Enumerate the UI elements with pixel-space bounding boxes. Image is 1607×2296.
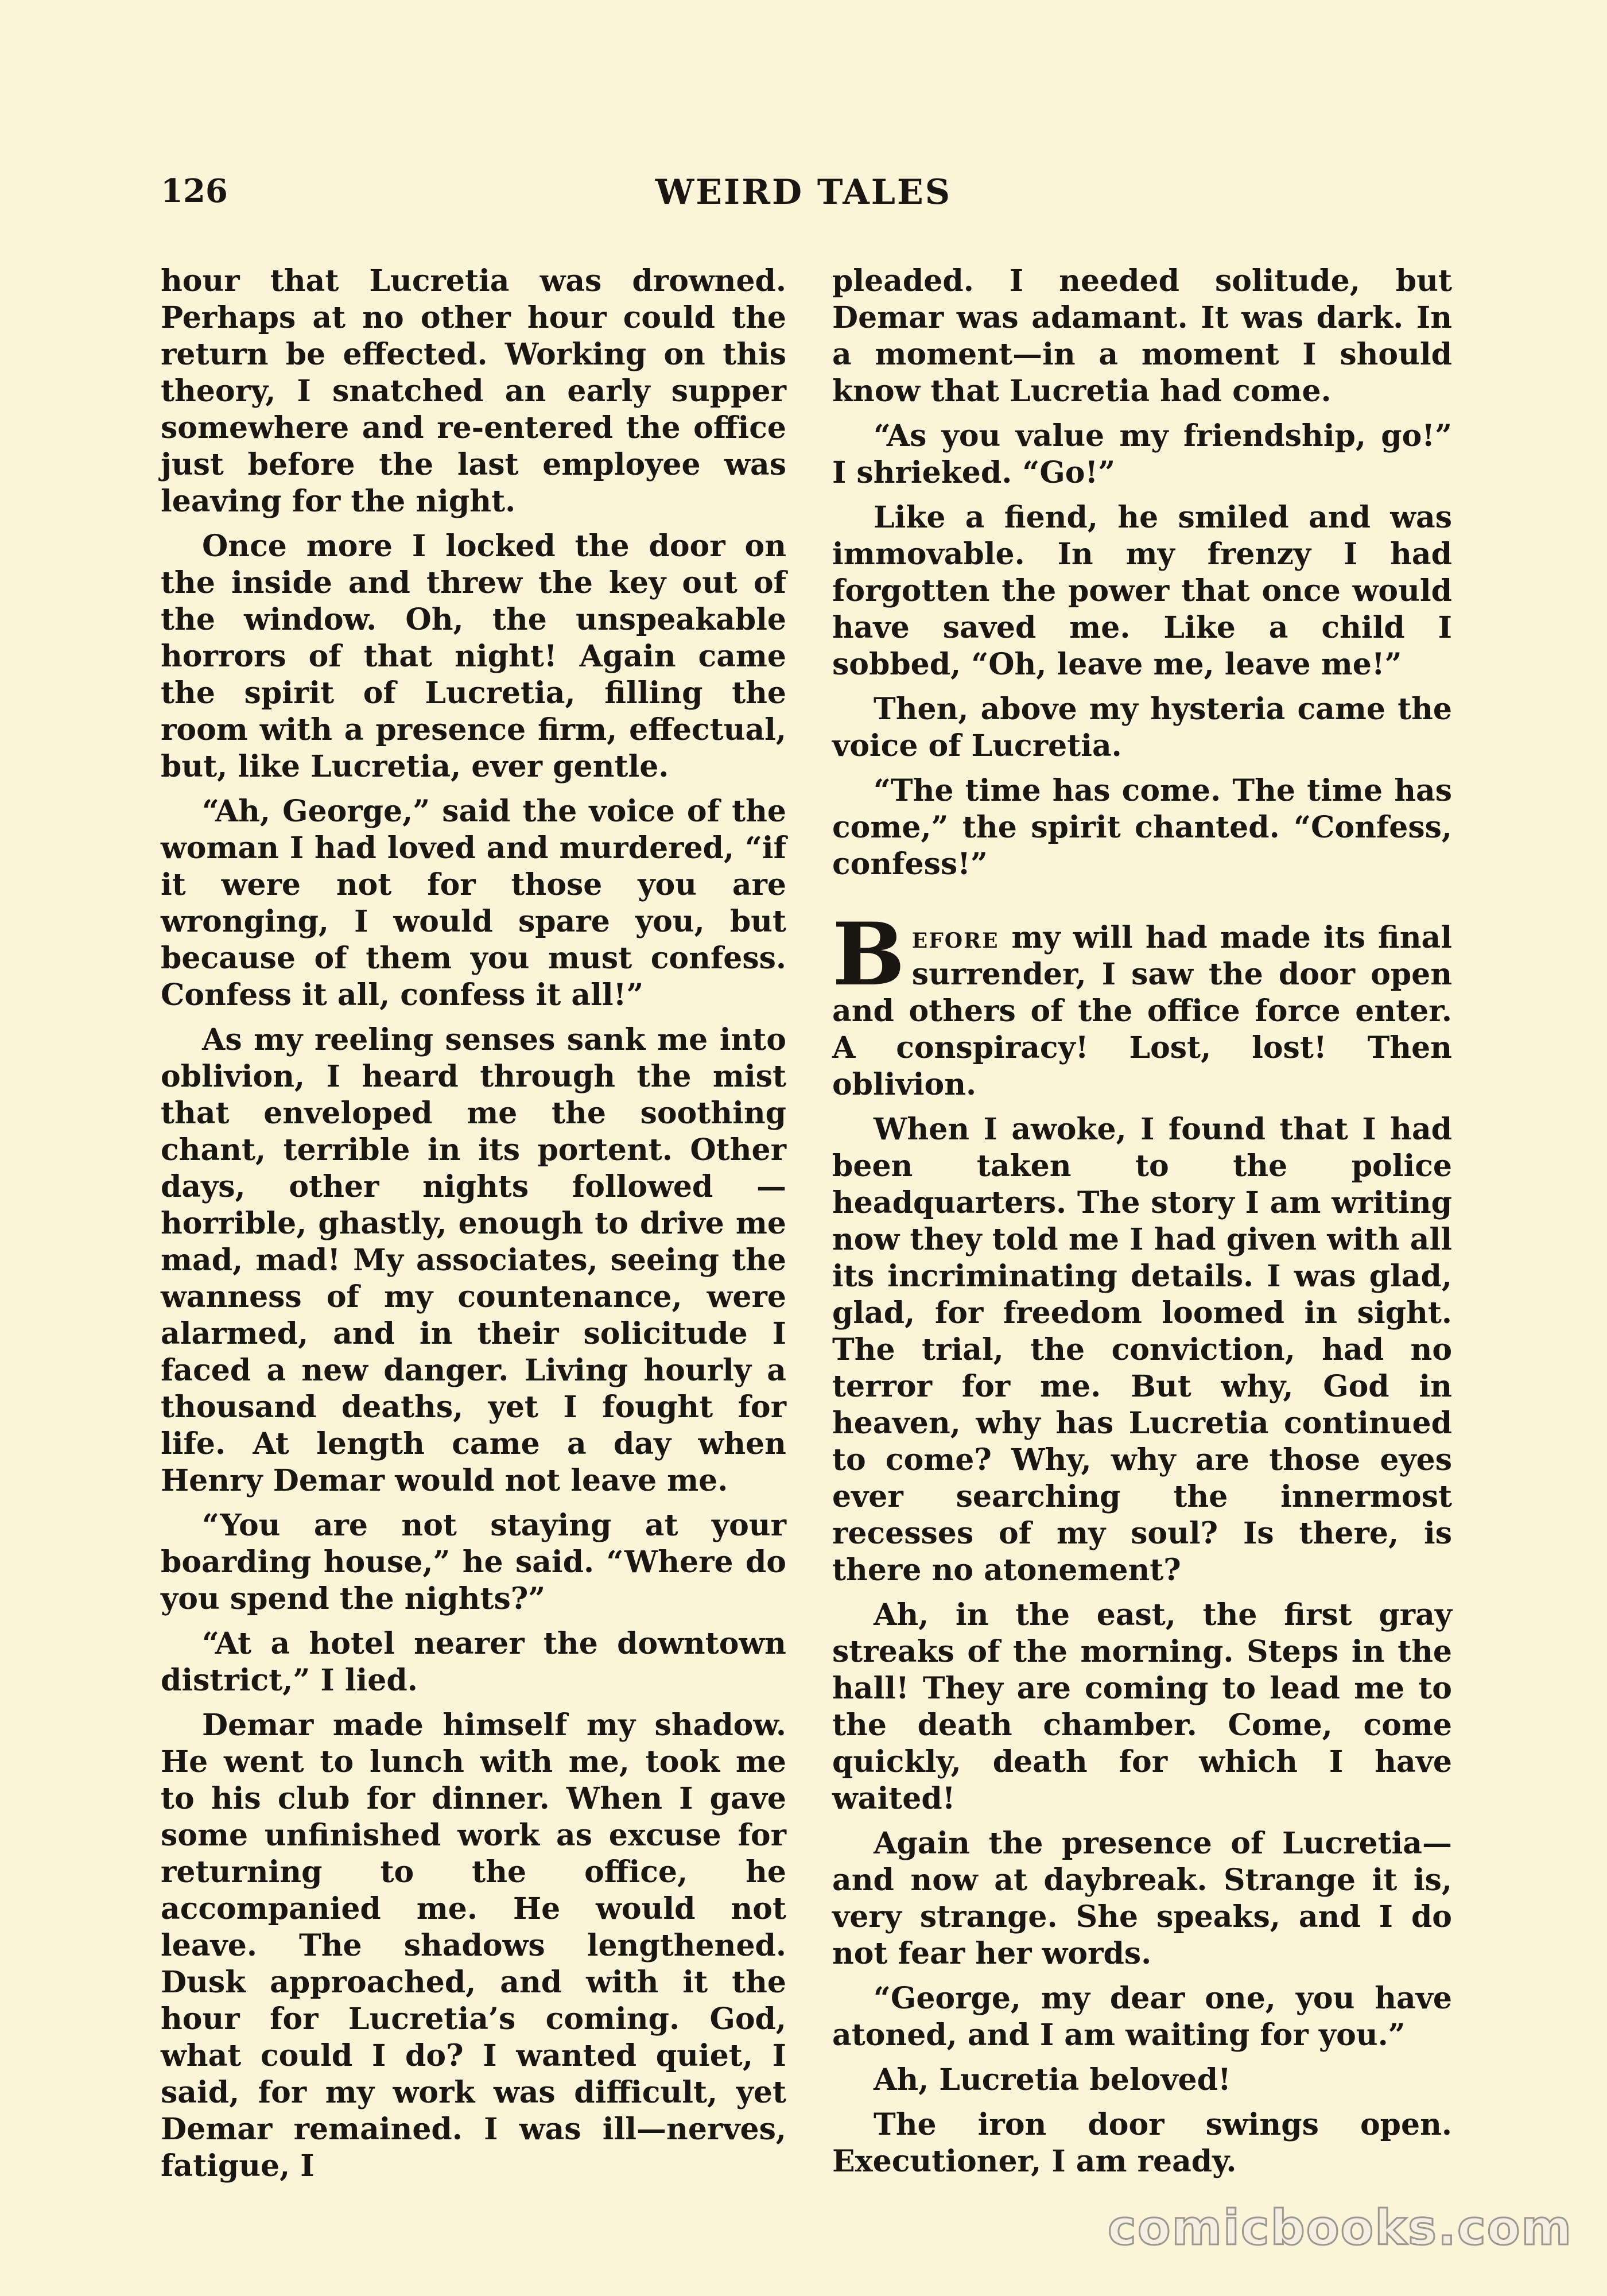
paragraph: Then, above my hysteria came the voice of Lucretia. [832,692,1452,763]
paragraph: Demar made himself my shadow. He went to lunch with me, took me to his club for dinner. When I gave some unfinished work as excuse for returning to the office, he accompanied me. He would not leave. The shadows lengthened. Dusk approached, and with it the hour for Lucretia’s coming. God, what could I do? I wanted quiet, I said, for my work was difficult, yet Demar remained. I was ill—nerves, fatigue, I [161,1708,786,2183]
paragraph: “At a hotel nearer the downtown district,” I lied. [161,1626,786,1698]
paragraph: hour that Lucretia was drowned. Perhaps at no other hour could the return be effected. Working on this theory, I snatched an early supper somewhere and re-entered the office just before the last employee was leaving for the night. [161,263,786,519]
paragraph: Ah, Lucretia beloved! [874,2062,1231,2097]
drop-cap: B [832,904,905,1005]
paragraph: “You are not staying at your boarding house,” he said. “Where do you spend the nights?” [161,1508,786,1616]
paragraph: “The time has come. The time has come,” the spirit chanted. “Confess, confess!” [832,773,1452,882]
paragraph: “As you value my friendship, go!” I shrieked. “Go!” [832,418,1452,490]
watermark: comicbooks.com [1108,2200,1573,2256]
paragraph: Ah, in the east, the first gray streaks of the morning. Steps in the hall! They are coming to lead me to the death chamber. Come, come quickly, death for which I have waited! [832,1597,1452,1816]
page-header [161,172,1446,224]
paragraph: Like a fiend, he smiled and was immovable. In my frenzy I had forgotten the power that once would have saved me. Like a child I sobbed, “Oh, leave me, leave me!” [832,500,1452,682]
section-opening-paragraph [832,904,1452,1103]
left-column [161,263,786,2193]
right-column [832,263,1452,2188]
paragraph: “George, my dear one, you have atoned, and I am waiting for you.” [832,1981,1452,2053]
paragraph: “Ah, George,” said the voice of the woman I had loved and murdered, “if it were not for those you are wronging, I would spare you, but because of them you must confess. Confess it all, confess it all!” [161,794,786,1013]
small-caps-lead: efore [911,920,999,955]
paragraph: Again the presence of Lucretia—and now at daybreak. Strange it is, very strange. She speaks, and I do not fear her words. [832,1826,1452,1971]
page-number: 126 [161,172,228,210]
paragraph: Once more I locked the door on the inside and threw the key out of the window. Oh, the unspeakable horrors of that night! Again came the spirit of Lucretia, filling the room with a presence firm, effectual, but, like Lucretia, ever gentle. [161,529,786,784]
paragraph: As my reeling senses sank me into oblivion, I heard through the mist that enveloped me the soothing chant, terrible in its portent. Other days, other nights followed — horrible, ghastly, enough to drive me mad, mad! My associates, seeing the wanness of my countenance, were alarmed, and in their solicitude I faced a new danger. Living hourly a thousand deaths, yet I fought for life. At length came a day when Henry Demar would not leave me. [161,1022,786,1498]
section-opening-text: my will had made its final surrender, I saw the door open and others of the office force enter. A conspiracy! Lost, lost! Then oblivion. [832,920,1452,1102]
paragraph: pleaded. I needed solitude, but Demar was adamant. It was dark. In a moment—in a moment I should know that Lucretia had come. [832,263,1452,409]
running-title: WEIRD TALES [655,172,952,212]
paragraph: When I awoke, I found that I had been taken to the police headquarters. The story I am writing now they told me I had given with all its incriminating details. I was glad, glad, for freedom loomed in sight. The trial, the conviction, had no terror for me. But why, God in heaven, why has Lucretia continued to come? Why, why are those eyes ever searching the innermost recesses of my soul? Is there, is there no atonement? [832,1112,1452,1588]
paragraph: The iron door swings open. Executioner, I am ready. [832,2107,1452,2179]
